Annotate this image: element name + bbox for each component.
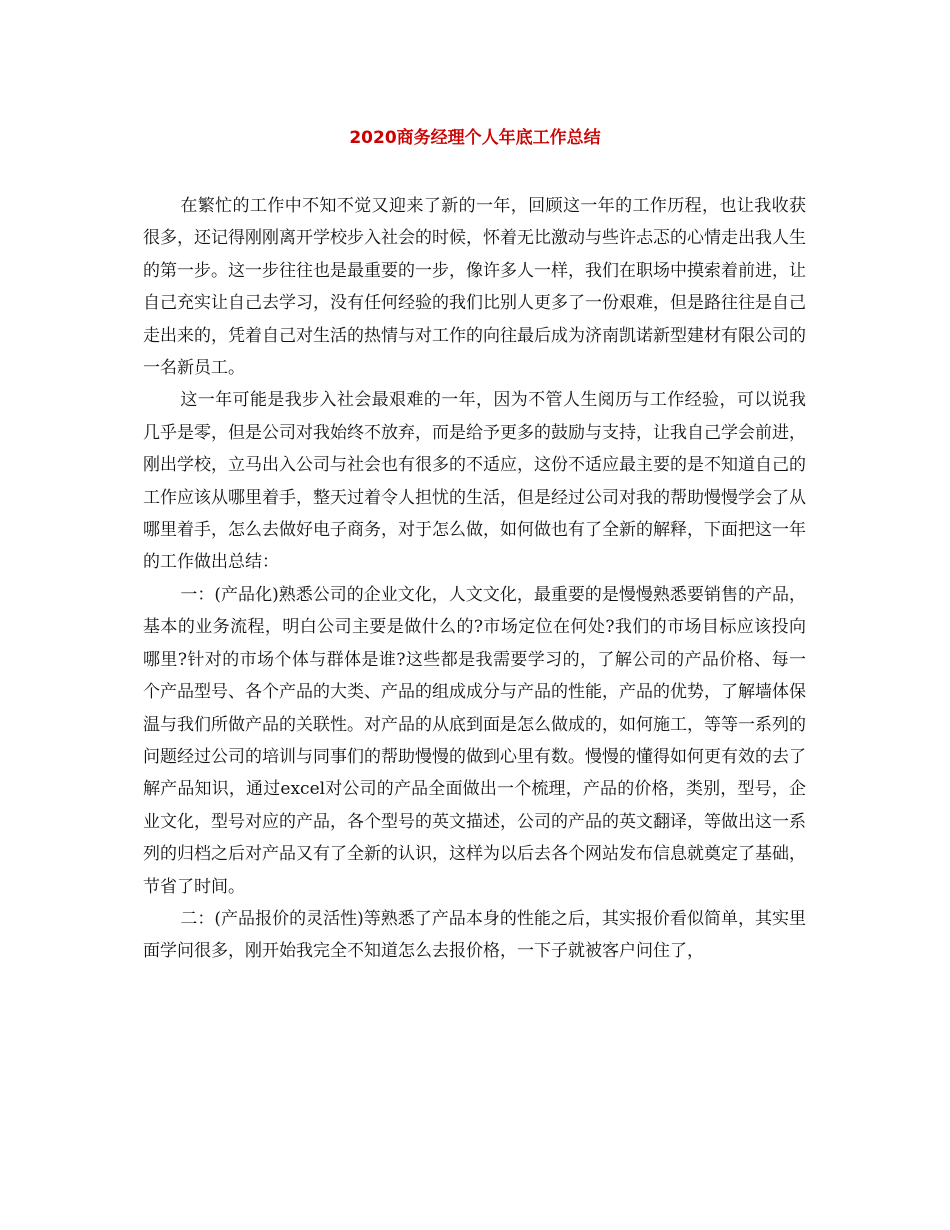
paragraph-intro: 在繁忙的工作中不知不觉又迎来了新的一年，回顾这一年的工作历程，也让我收获很多，还记得刚刚离开学校步入社会的时候，怀着无比激动与些许忐忑的心情走出我人生的第一步。这一步往往也是最重要的一步，像许多人一样，我们在职场中摸索着前进，让自己充实让自己去学习，没有任何经验的我们比别人更多了一份艰难，但是路往往是自己走出来的，凭着自己对生活的热情与对工作的向往最后成为济南凯诺新型建材有限公司的一名新员工。 xyxy=(143,196,806,379)
paragraph-first-year: 这一年可能是我步入社会最艰难的一年，因为不管人生阅历与工作经验，可以说我几乎是零，但是公司对我始终不放弃，而是给予更多的鼓励与支持，让我自己学会前进，刚出学校，立马出入公司与社会也有很多的不适应，这份不适应最主要的是不知道自己的工作应该从哪里着手，整天过着令人担忧的生活，但是经过公司对我的帮助慢慢学会了从哪里着手，怎么去做好电子商务，对于怎么做，如何做也有了全新的解释，下面把这一年的工作做出总结： xyxy=(143,390,806,573)
document-title: 2020商务经理个人年底工作总结 xyxy=(349,128,601,148)
paragraph-pricing: 二：(产品报价的灵活性)等熟悉了产品本身的性能之后，其实报价看似简单，其实里面学问很多，刚开始我完全不知道怎么去报价格，一下子就被客户问住了， xyxy=(143,908,806,962)
paragraph-productization: 一：(产品化)熟悉公司的企业文化，人文文化，最重要的是慢慢熟悉要销售的产品，基本的业务流程，明白公司主要是做什么的?市场定位在何处?我们的市场目标应该投向哪里?针对的市场个体与群体是谁?这些都是我需要学习的，了解公司的产品价格、每一个产品型号、各个产品的大类、产品的组成成分与产品的性能，产品的优势，了解墙体保温与我们所做产品的关联性。对产品的从底到面是怎么做成的，如何施工，等等一系列的问题经过公司的培训与同事们的帮助慢慢的做到心里有数。慢慢的懂得如何更有效的去了解产品知识，通过excel对公司的产品全面做出一个梳理，产品的价格，类别，型号，企业文化，型号对应的产品，各个型号的英文描述，公司的产品的英文翻译，等做出这一系列的归档之后对产品又有了全新的认识，这样为以后去各个网站发布信息就奠定了基础，节省了时间。 xyxy=(143,584,806,897)
document-body xyxy=(143,190,806,968)
